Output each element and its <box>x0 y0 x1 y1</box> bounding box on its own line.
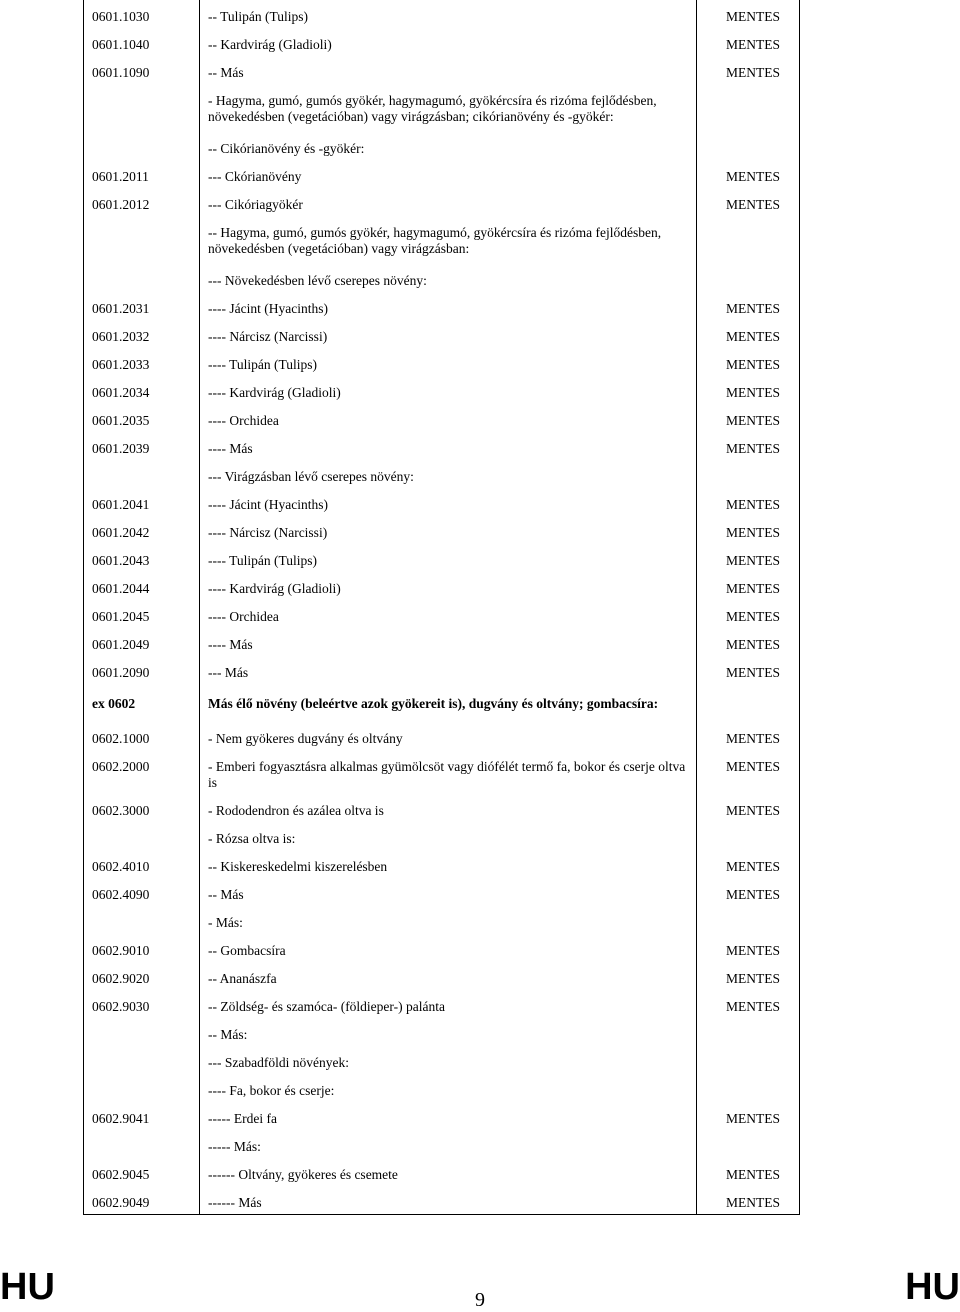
tariff-code-cell <box>84 1046 200 1074</box>
description-cell: --- Növekedésben lévő cserepes növény: <box>200 264 697 292</box>
table-row <box>84 990 800 1018</box>
description-cell: -- Kardvirág (Gladioli) <box>200 28 697 56</box>
duty-rate-cell: MENTES <box>697 722 800 750</box>
tariff-code-cell: 0602.9030 <box>84 990 200 1018</box>
tariff-table-body <box>84 0 800 1215</box>
tariff-code-cell: 0601.2031 <box>84 292 200 320</box>
tariff-code-cell: 0601.2041 <box>84 488 200 516</box>
description-cell: -- Hagyma, gumó, gumós gyökér, hagymagumó, gyökércsíra és rizóma fejlődésben, növekedésben (vegetációban) vagy virágzásban: <box>200 216 697 264</box>
tariff-code-cell: 0601.2032 <box>84 320 200 348</box>
table-row <box>84 600 800 628</box>
table-row <box>84 1018 800 1046</box>
tariff-code-cell: 0602.2000 <box>84 750 200 794</box>
tariff-code-cell: 0602.1000 <box>84 722 200 750</box>
duty-rate-cell: MENTES <box>697 0 800 28</box>
table-row <box>84 1102 800 1130</box>
tariff-code-cell: 0601.2039 <box>84 432 200 460</box>
tariff-code-cell <box>84 822 200 850</box>
duty-rate-cell: MENTES <box>697 404 800 432</box>
duty-rate-cell: MENTES <box>697 188 800 216</box>
duty-rate-cell: MENTES <box>697 878 800 906</box>
duty-rate-cell <box>697 264 800 292</box>
table-row <box>84 0 800 28</box>
description-cell: ---- Orchidea <box>200 600 697 628</box>
table-row <box>84 516 800 544</box>
duty-rate-cell: MENTES <box>697 348 800 376</box>
tariff-code-cell: 0602.4010 <box>84 850 200 878</box>
description-cell: ---- Más <box>200 628 697 656</box>
description-cell: -- Cikórianövény és -gyökér: <box>200 132 697 160</box>
table-row <box>84 628 800 656</box>
table-row <box>84 544 800 572</box>
tariff-code-cell: ex 0602 <box>84 684 200 722</box>
duty-rate-cell: MENTES <box>697 572 800 600</box>
duty-rate-cell <box>697 906 800 934</box>
duty-rate-cell <box>697 1130 800 1158</box>
table-row <box>84 750 800 794</box>
duty-rate-cell: MENTES <box>697 1186 800 1215</box>
duty-rate-cell <box>697 460 800 488</box>
table-row <box>84 292 800 320</box>
tariff-code-cell: 0601.1090 <box>84 56 200 84</box>
tariff-code-cell: 0601.2044 <box>84 572 200 600</box>
description-cell: - Más: <box>200 906 697 934</box>
description-cell: Más élő növény (beleértve azok gyökereit is), dugvány és oltvány; gombacsíra: <box>200 684 697 722</box>
tariff-code-cell: 0601.2090 <box>84 656 200 684</box>
description-cell: --- Ckórianövény <box>200 160 697 188</box>
description-cell: -- Ananászfa <box>200 962 697 990</box>
description-cell: -- Gombacsíra <box>200 934 697 962</box>
tariff-code-cell: 0601.2011 <box>84 160 200 188</box>
duty-rate-cell <box>697 1018 800 1046</box>
duty-rate-cell: MENTES <box>697 292 800 320</box>
table-row <box>84 432 800 460</box>
duty-rate-cell: MENTES <box>697 376 800 404</box>
footer-country-left: HU <box>0 1266 55 1308</box>
tariff-code-cell: 0601.2035 <box>84 404 200 432</box>
tariff-code-cell: 0602.9041 <box>84 1102 200 1130</box>
duty-rate-cell <box>697 216 800 264</box>
table-row <box>84 404 800 432</box>
description-cell: ---- Orchidea <box>200 404 697 432</box>
duty-rate-cell: MENTES <box>697 516 800 544</box>
description-cell: ---- Jácint (Hyacinths) <box>200 488 697 516</box>
table-row <box>84 264 800 292</box>
description-cell: - Rózsa oltva is: <box>200 822 697 850</box>
duty-rate-cell: MENTES <box>697 600 800 628</box>
table-row <box>84 160 800 188</box>
description-cell: ----- Más: <box>200 1130 697 1158</box>
table-row <box>84 376 800 404</box>
duty-rate-cell <box>697 684 800 722</box>
description-cell: --- Virágzásban lévő cserepes növény: <box>200 460 697 488</box>
description-cell: ---- Nárcisz (Narcissi) <box>200 516 697 544</box>
table-row <box>84 878 800 906</box>
duty-rate-cell: MENTES <box>697 488 800 516</box>
tariff-code-cell <box>84 84 200 132</box>
table-row <box>84 822 800 850</box>
tariff-code-cell <box>84 460 200 488</box>
footer-country-right: HU <box>905 1266 960 1308</box>
table-row <box>84 188 800 216</box>
tariff-code-cell: 0602.3000 <box>84 794 200 822</box>
description-cell: -- Más <box>200 56 697 84</box>
table-row <box>84 216 800 264</box>
tariff-code-cell: 0601.1040 <box>84 28 200 56</box>
description-cell: -- Más: <box>200 1018 697 1046</box>
duty-rate-cell: MENTES <box>697 1158 800 1186</box>
duty-rate-cell <box>697 1074 800 1102</box>
tariff-code-cell: 0601.2033 <box>84 348 200 376</box>
tariff-code-cell: 0602.9020 <box>84 962 200 990</box>
description-cell: ------ Oltvány, gyökeres és csemete <box>200 1158 697 1186</box>
duty-rate-cell: MENTES <box>697 934 800 962</box>
description-cell: ---- Fa, bokor és cserje: <box>200 1074 697 1102</box>
description-cell: ---- Más <box>200 432 697 460</box>
table-row <box>84 1186 800 1215</box>
duty-rate-cell: MENTES <box>697 544 800 572</box>
table-row <box>84 348 800 376</box>
description-cell: -- Tulipán (Tulips) <box>200 0 697 28</box>
duty-rate-cell: MENTES <box>697 794 800 822</box>
duty-rate-cell: MENTES <box>697 628 800 656</box>
table-row <box>84 84 800 132</box>
duty-rate-cell: MENTES <box>697 432 800 460</box>
table-row <box>84 684 800 722</box>
table-row <box>84 934 800 962</box>
tariff-code-cell: 0602.9049 <box>84 1186 200 1215</box>
table-row <box>84 1130 800 1158</box>
duty-rate-cell: MENTES <box>697 320 800 348</box>
description-cell: ---- Tulipán (Tulips) <box>200 348 697 376</box>
description-cell: ---- Kardvirág (Gladioli) <box>200 572 697 600</box>
tariff-code-cell: 0601.2042 <box>84 516 200 544</box>
table-row <box>84 56 800 84</box>
description-cell: - Rododendron és azálea oltva is <box>200 794 697 822</box>
description-cell: - Emberi fogyasztásra alkalmas gyümölcsöt vagy diófélét termő fa, bokor és cserje oltva is <box>200 750 697 794</box>
table-row <box>84 132 800 160</box>
duty-rate-cell: MENTES <box>697 990 800 1018</box>
table-row <box>84 320 800 348</box>
description-cell: --- Cikóriagyökér <box>200 188 697 216</box>
table-row <box>84 850 800 878</box>
tariff-table <box>83 0 800 1215</box>
table-row <box>84 488 800 516</box>
description-cell: ----- Erdei fa <box>200 1102 697 1130</box>
description-cell: ---- Jácint (Hyacinths) <box>200 292 697 320</box>
table-row <box>84 906 800 934</box>
tariff-code-cell: 0602.9010 <box>84 934 200 962</box>
tariff-code-cell: 0601.2043 <box>84 544 200 572</box>
duty-rate-cell <box>697 84 800 132</box>
tariff-code-cell <box>84 906 200 934</box>
duty-rate-cell: MENTES <box>697 962 800 990</box>
tariff-code-cell: 0602.4090 <box>84 878 200 906</box>
duty-rate-cell: MENTES <box>697 28 800 56</box>
tariff-code-cell <box>84 264 200 292</box>
tariff-code-cell <box>84 1018 200 1046</box>
duty-rate-cell <box>697 822 800 850</box>
table-row <box>84 460 800 488</box>
tariff-code-cell <box>84 1130 200 1158</box>
table-row <box>84 1158 800 1186</box>
description-cell: ---- Nárcisz (Narcissi) <box>200 320 697 348</box>
description-cell: ---- Tulipán (Tulips) <box>200 544 697 572</box>
description-cell: --- Más <box>200 656 697 684</box>
table-row <box>84 28 800 56</box>
page-number: 9 <box>475 1289 485 1311</box>
tariff-code-cell: 0601.2012 <box>84 188 200 216</box>
duty-rate-cell: MENTES <box>697 750 800 794</box>
duty-rate-cell <box>697 132 800 160</box>
duty-rate-cell: MENTES <box>697 656 800 684</box>
description-cell: -- Zöldség- és szamóca- (földieper-) palánta <box>200 990 697 1018</box>
description-cell: -- Kiskereskedelmi kiszerelésben <box>200 850 697 878</box>
duty-rate-cell: MENTES <box>697 56 800 84</box>
table-row <box>84 1046 800 1074</box>
description-cell: ---- Kardvirág (Gladioli) <box>200 376 697 404</box>
tariff-code-cell <box>84 216 200 264</box>
table-row <box>84 1074 800 1102</box>
table-row <box>84 722 800 750</box>
description-cell: - Hagyma, gumó, gumós gyökér, hagymagumó, gyökércsíra és rizóma fejlődésben, növekedésben (vegetációban) vagy virágzásban; cikórianövény és -gyökér: <box>200 84 697 132</box>
table-row <box>84 962 800 990</box>
tariff-code-cell: 0601.2045 <box>84 600 200 628</box>
duty-rate-cell: MENTES <box>697 160 800 188</box>
description-cell: -- Más <box>200 878 697 906</box>
description-cell: - Nem gyökeres dugvány és oltvány <box>200 722 697 750</box>
tariff-code-cell <box>84 1074 200 1102</box>
tariff-code-cell <box>84 132 200 160</box>
description-cell: --- Szabadföldi növények: <box>200 1046 697 1074</box>
table-row <box>84 572 800 600</box>
tariff-code-cell: 0601.2049 <box>84 628 200 656</box>
tariff-code-cell: 0601.1030 <box>84 0 200 28</box>
tariff-code-cell: 0602.9045 <box>84 1158 200 1186</box>
duty-rate-cell: MENTES <box>697 1102 800 1130</box>
duty-rate-cell <box>697 1046 800 1074</box>
description-cell: ------ Más <box>200 1186 697 1215</box>
tariff-code-cell: 0601.2034 <box>84 376 200 404</box>
table-row <box>84 656 800 684</box>
table-row <box>84 794 800 822</box>
duty-rate-cell: MENTES <box>697 850 800 878</box>
